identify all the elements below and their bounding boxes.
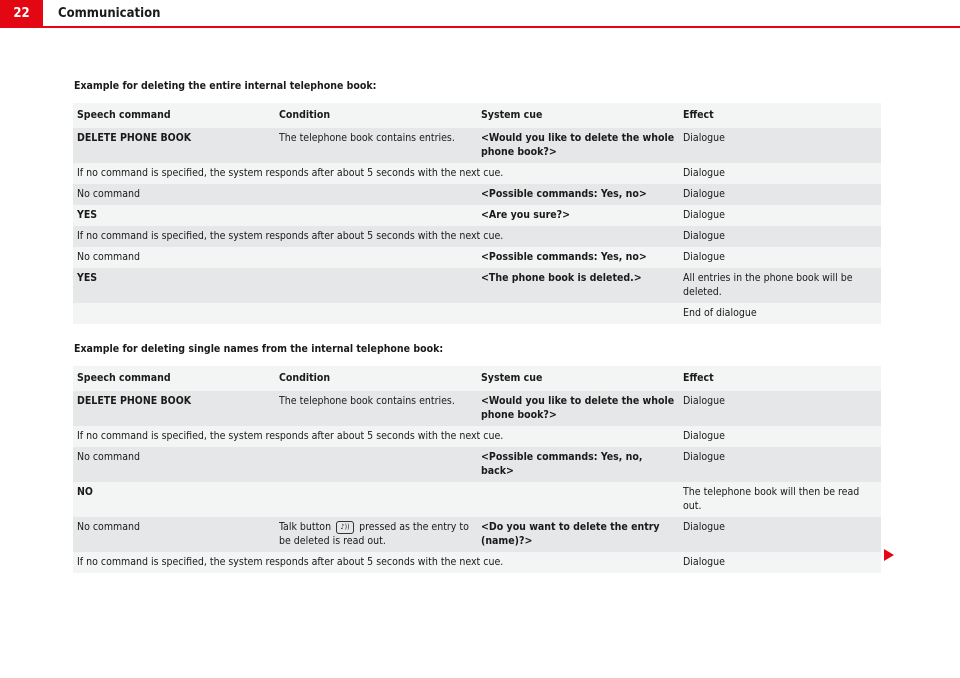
condition-text: pressed as the entry to be deleted is read out. (279, 521, 469, 547)
table-row (73, 226, 881, 247)
section-title-2: Example for deleting single names from the internal telephone book: (74, 343, 444, 355)
condition-cell (275, 205, 477, 226)
page-number: 22 (0, 0, 43, 27)
system-cue-cell: <Do you want to delete the entry (name)?> (481, 521, 660, 547)
header-rule (0, 26, 960, 28)
effect-cell: All entries in the phone book will be deleted. (683, 272, 853, 298)
header-cell: Speech command (77, 372, 171, 384)
speech-command-cell: DELETE PHONE BOOK (77, 132, 192, 144)
section-title-1: Example for deleting the entire internal telephone book: (74, 80, 377, 92)
table-header-row (73, 103, 881, 128)
speech-command-cell: DELETE PHONE BOOK (77, 395, 192, 407)
effect-cell: Dialogue (683, 430, 725, 442)
table-row (73, 268, 881, 303)
continue-arrow-icon (884, 549, 894, 561)
speech-command-cell: YES (77, 272, 98, 284)
table-delete-single-names (73, 366, 881, 573)
table-row (73, 247, 881, 268)
header-cell: System cue (481, 109, 543, 121)
effect-cell: End of dialogue (683, 307, 757, 319)
condition-cell (275, 447, 477, 482)
speech-command-cell: NO (77, 486, 93, 498)
condition-cell (275, 184, 477, 205)
table-row (73, 552, 881, 573)
page-title: Communication (58, 6, 161, 21)
table-row (73, 128, 881, 163)
table-row (73, 517, 881, 552)
header-cell: Speech command (77, 109, 171, 121)
condition-cell (275, 517, 477, 552)
table-row (73, 184, 881, 205)
speech-command-cell: No command (77, 188, 140, 200)
condition-cell: The telephone book contains entries. (279, 132, 455, 144)
table-row (73, 205, 881, 226)
system-cue-cell: <Are you sure?> (481, 209, 571, 221)
note-cell: If no command is specified, the system responds after about 5 seconds with the next cue. (77, 230, 504, 242)
system-cue-cell: <Possible commands: Yes, no> (481, 188, 647, 200)
effect-cell: Dialogue (683, 230, 725, 242)
effect-cell: Dialogue (683, 521, 725, 533)
header-cell: Effect (683, 109, 714, 121)
table-header-row (73, 366, 881, 391)
system-cue-cell: <Would you like to delete the whole phone book?> (481, 132, 675, 158)
note-cell: If no command is specified, the system responds after about 5 seconds with the next cue. (77, 167, 504, 179)
header-cell: System cue (481, 372, 543, 384)
header-cell: Effect (683, 372, 714, 384)
effect-cell: Dialogue (683, 395, 725, 407)
speech-command-cell: No command (77, 451, 140, 463)
effect-cell: Dialogue (683, 209, 725, 221)
table-row (73, 482, 881, 517)
system-cue-cell: <The phone book is deleted.> (481, 272, 642, 284)
system-cue-cell (477, 303, 679, 324)
system-cue-cell (477, 482, 679, 517)
page-header (0, 0, 960, 30)
condition-cell: The telephone book contains entries. (279, 395, 455, 407)
system-cue-cell: <Would you like to delete the whole phone book?> (481, 395, 675, 421)
condition-cell (275, 268, 477, 303)
condition-cell (275, 247, 477, 268)
speech-command-cell: YES (77, 209, 98, 221)
header-cell: Condition (279, 372, 331, 384)
effect-cell: Dialogue (683, 451, 725, 463)
effect-cell: Dialogue (683, 556, 725, 568)
table-row (73, 447, 881, 482)
effect-cell: The telephone book will then be read out. (683, 486, 860, 512)
effect-cell: Dialogue (683, 167, 725, 179)
speech-command-cell: No command (77, 521, 140, 533)
note-cell: If no command is specified, the system responds after about 5 seconds with the next cue. (77, 556, 504, 568)
table-row (73, 163, 881, 184)
condition-cell (275, 482, 477, 517)
table-row (73, 426, 881, 447)
speech-command-cell: No command (77, 251, 140, 263)
speech-command-cell (73, 303, 275, 324)
talk-button-icon: ♪)) (336, 521, 354, 534)
system-cue-cell: <Possible commands: Yes, no> (481, 251, 647, 263)
table-delete-entire-phonebook (73, 103, 881, 324)
condition-cell (275, 303, 477, 324)
table-row (73, 391, 881, 426)
effect-cell: Dialogue (683, 188, 725, 200)
effect-cell: Dialogue (683, 251, 725, 263)
condition-text: Talk button (279, 521, 332, 533)
effect-cell: Dialogue (683, 132, 725, 144)
system-cue-cell: <Possible commands: Yes, no, back> (481, 451, 643, 477)
table-row (73, 303, 881, 324)
header-cell: Condition (279, 109, 331, 121)
note-cell: If no command is specified, the system responds after about 5 seconds with the next cue. (77, 430, 504, 442)
